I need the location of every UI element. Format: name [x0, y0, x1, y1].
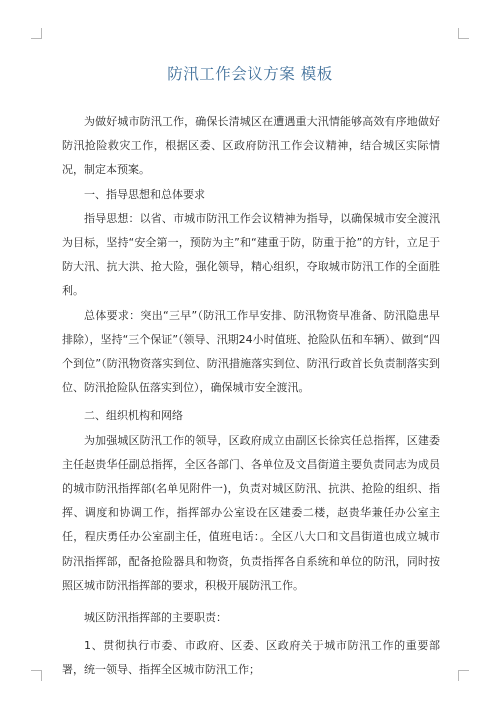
- overall-requirements-paragraph: 总体要求：突出“三早”（防汛工作早安排、防汛物资早准备、防汛隐患早排除），坚持“三个保证”（领导、汛期24小时值班、抢险队伍和车辆）、做到“四个到位”（防汛物资落实到位、防汛措施落实到位、防汛行政首长负责制落实到位、防汛抢险队伍落实到位），确保城市安全渡汛。: [62, 308, 440, 395]
- duties-heading: 城区防汛指挥部的主要职责：: [84, 611, 227, 625]
- crop-mark-top-left: [31, 28, 42, 39]
- guiding-ideology-paragraph: 指导思想：以省、市城市防汛工作会议精神为指导，以确保城市安全渡汛为目标，坚持“安全第一，预防为主”和“建重于防，防重于抢”的方针，立足于防大汛、抗大洪、抢大险，强化领导，精心组织，夺取城市防汛工作的全面胜利。: [62, 211, 440, 298]
- duty-item-1: 1、贯彻执行市委、市政府、区委、区政府关于城市防汛工作的重要部署，统一领导、指挥全区城市防汛工作；: [62, 639, 440, 677]
- intro-paragraph: 为做好城市防汛工作，确保长清城区在遭遇重大汛情能够高效有序地做好防汛抢险救灾工作，根据区委、区政府防汛工作会议精神，结合城区实际情况，制定本预案。: [62, 115, 440, 177]
- document-body: [62, 110, 440, 683]
- section-heading-2: 二、组织机构和网络: [84, 409, 183, 423]
- crop-mark-top-right: [458, 28, 469, 39]
- organization-paragraph: 为加强城区防汛工作的领导，区政府成立由副区长徐宾任总指挥，区建委主任赵贵华任副总指挥，全区各部门、各单位及文昌街道主要负责同志为成员的城市防汛指挥部(名单见附件一)，负责对城区防汛、抗洪、抢险的组织、指挥、调度和协调工作，指挥部办公室设在区建委二楼，赵贵华兼任办公室主任，程庆勇任办公室副主任，值班电话：。全区八大口和文昌街道也成立城市防汛指挥部，配备抢险器具和物资，负责指挥各自系统和单位的防汛，同时按照区城市防汛指挥部的要求，积极开展防汛工作。: [62, 433, 440, 592]
- document-title: 防汛工作会议方案 模板: [167, 65, 333, 83]
- crop-mark-bottom-left: [31, 670, 42, 681]
- section-heading-1: 一、指导思想和总体要求: [84, 187, 205, 201]
- crop-mark-bottom-right: [458, 670, 469, 681]
